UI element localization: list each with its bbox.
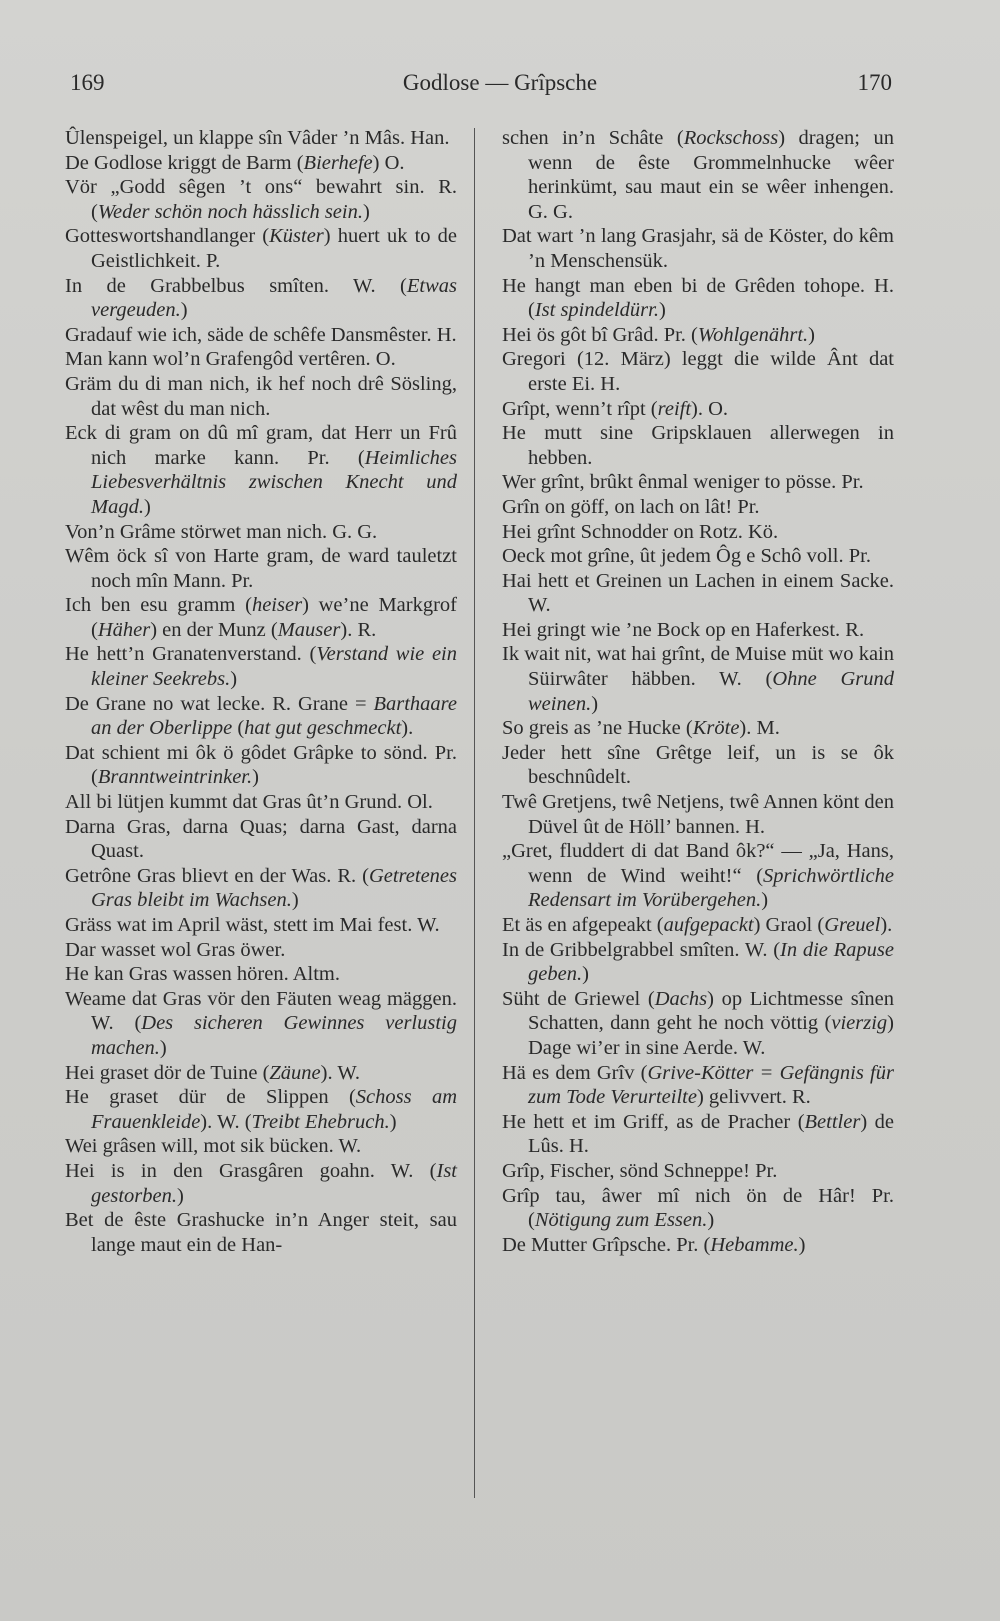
- entry-text: Hei ös gôt bî Grâd. Pr. (: [502, 323, 698, 346]
- proverb-entry: [502, 569, 894, 618]
- proverb-entry: [65, 520, 457, 545]
- gloss-italic: Branntweintrinker.: [97, 766, 253, 789]
- proverb-entry: [502, 1233, 894, 1258]
- entry-text: Darna Gras, darna Quas; darna Gast, darna Quast.: [65, 815, 457, 863]
- proverb-entry: [502, 716, 894, 741]
- entry-text: Ich ben esu gramm (: [65, 594, 252, 617]
- entry-text: ): [362, 200, 370, 223]
- gloss-italic: reift: [657, 397, 692, 420]
- entry-text: Von’n Grâme störwet man nich. G. G.: [65, 520, 378, 543]
- proverb-entry: [65, 323, 457, 348]
- entry-text: ): [291, 889, 299, 912]
- gloss-italic: vierzig: [831, 1012, 888, 1035]
- entry-text: Ik wait nit, wat hai grînt, de Muise müt wo kain Süirwâter häbben. W. (: [502, 643, 894, 691]
- entry-text: So greis as ’ne Hucke (: [502, 717, 693, 740]
- proverb-entry: [65, 1085, 457, 1134]
- entry-text: ) Graol (: [753, 914, 825, 936]
- entry-text: Grîn on göff, on lach on lât! Pr.: [502, 495, 760, 518]
- entry-text: ) op Lichtmesse sînen Schatten, dann geht he noch vöttig (: [528, 987, 894, 1035]
- proverb-entry: [502, 642, 894, 716]
- right-page-number: 170: [857, 70, 892, 95]
- entry-text: Ûlenspeigel, un klappe sîn Vâder ’n Mâs. Han.: [65, 127, 450, 149]
- entry-text: ): [798, 1233, 806, 1256]
- entry-text: Weame dat Gras vör den Fäuten weag mäggen. W. (: [65, 987, 457, 1035]
- gloss-italic: Hebamme.: [710, 1233, 799, 1256]
- entry-text: Wei grâsen will, mot sik bücken. W.: [65, 1135, 362, 1158]
- gloss-italic: In die Rapuse geben.: [528, 938, 894, 986]
- gloss-italic: Weder schön noch hässlich sein.: [97, 200, 363, 223]
- gloss-italic: Des sicheren Gewinnes verlustig machen.: [91, 1012, 457, 1059]
- proverb-entry: [502, 1061, 894, 1110]
- proverb-entry: [65, 741, 457, 790]
- gloss-italic: Küster: [269, 225, 324, 248]
- entry-text: ) O.: [372, 151, 405, 174]
- entry-text: He mutt sine Gripsklauen allerwegen in hebben.: [502, 422, 894, 469]
- column-divider: [474, 128, 475, 1498]
- entry-text: Hä es dem Grîv (: [502, 1061, 648, 1084]
- entry-text: Gotteswortshandlanger (: [65, 225, 270, 248]
- entry-text: Bet de êste Grashucke in’n Anger steit, sau lange maut ein de Han-: [65, 1209, 457, 1256]
- entry-text: Eck di gram on dû mî gram, dat Herr un Frû nich marke kann. Pr. (: [65, 422, 457, 469]
- proverb-entry: [502, 741, 894, 790]
- entry-text: ). M.: [739, 717, 780, 740]
- entry-text: ). O.: [691, 397, 729, 420]
- proverb-entry: [65, 274, 457, 323]
- proverb-entry: [65, 372, 457, 421]
- entry-text: Hai hett et Greinen un Lachen in einem Sacke. W.: [502, 569, 894, 617]
- entry-text: Süht de Griewel (: [502, 987, 655, 1010]
- proverb-entry: [502, 421, 894, 470]
- gloss-italic: Treibt Ehebruch.: [251, 1110, 390, 1133]
- proverb-entry: [65, 864, 457, 913]
- entry-text: Wêm öck sî von Harte gram, de ward tauletzt noch mîn Mann. Pr.: [65, 545, 457, 592]
- proverb-entry: [502, 790, 894, 839]
- gloss-italic: Heimliches Liebesverhältnis zwischen Knecht und Magd.: [91, 446, 457, 518]
- entry-text: ).: [880, 914, 893, 936]
- entry-text: Gradauf wie ich, säde de schêfe Dansmêster. H.: [65, 323, 457, 346]
- gloss-italic: Dachs: [654, 987, 708, 1010]
- proverb-entry: [502, 618, 894, 643]
- entry-text: Et äs en afgepeakt (: [502, 914, 664, 936]
- gloss-italic: Rockschoss: [683, 127, 779, 149]
- entry-text: He kan Gras wassen hören. Altm.: [65, 963, 340, 986]
- gloss-italic: Häher: [97, 618, 151, 641]
- gloss-italic: Barthaare an der Oberlippe: [91, 692, 457, 740]
- entry-text: Grîp tau, âwer mî nich ön de Hâr! Pr. (: [502, 1184, 894, 1232]
- gloss-italic: Wohlgenährt.: [697, 323, 809, 346]
- entry-text: ): [707, 1209, 715, 1232]
- entry-text: ) dragen; un wenn de êste Grommelnhucke wêer herinkümt, sau maut ein se wêer inhengen. G. G.: [528, 127, 895, 223]
- entry-text: Hei gringt wie ’ne Bock op en Haferkest. R.: [502, 618, 865, 641]
- proverb-entry: [502, 987, 894, 1061]
- gloss-italic: Ohne Grund weinen.: [528, 668, 894, 715]
- gloss-italic: Zäune: [269, 1061, 321, 1084]
- proverb-entry: [65, 1159, 457, 1208]
- entry-text: ) de Lûs. H.: [528, 1110, 894, 1158]
- gloss-italic: hat gut geschmeckt: [244, 717, 402, 740]
- proverb-entry: [502, 839, 894, 913]
- entry-text: Wer grînt, brûkt ênmal weniger to pösse. Pr.: [502, 471, 864, 494]
- entry-text: ) huert uk to de Geistlichkeit. P.: [91, 225, 457, 272]
- proverb-entry: [502, 495, 894, 520]
- entry-text: Oeck mot grîne, ût jedem Ôg e Schô voll. Pr.: [502, 545, 871, 568]
- entry-text: ). W.: [320, 1061, 360, 1084]
- entry-text: Dat schient mi ôk ö gôdet Grâpke to sönd. Pr. (: [65, 741, 457, 789]
- entry-text: ) gelivvert. R.: [696, 1086, 811, 1109]
- entry-text: ): [180, 299, 188, 322]
- proverb-entry: [502, 347, 894, 396]
- gloss-italic: Kröte: [692, 717, 740, 740]
- entry-text: All bi lütjen kummt dat Gras ût’n Grund. Ol.: [65, 791, 433, 814]
- entry-text: Gräss wat im April wäst, stett im Mai fest. W.: [65, 914, 440, 936]
- proverb-entry: [65, 1061, 457, 1086]
- proverb-entry: [65, 126, 457, 151]
- proverb-entry: [65, 593, 457, 642]
- entry-text: Hei grînt Schnodder on Rotz. Kö.: [502, 520, 779, 543]
- proverb-entry: [502, 1184, 894, 1233]
- entry-text: Vör „Godd sêgen ’t ons“ bewahrt sin. R. (: [65, 176, 457, 223]
- proverb-entry: [502, 224, 894, 273]
- proverb-entry: [65, 815, 457, 864]
- entry-text: ) Dage wi’er in sine Aerde. W.: [528, 1012, 894, 1059]
- proverb-entry: [65, 175, 457, 224]
- entry-text: Gregori (12. März) leggt die wilde Ânt dat erste Ei. H.: [502, 348, 894, 395]
- proverb-entry: [65, 544, 457, 593]
- entry-text: schen in’n Schâte (: [502, 127, 684, 149]
- entry-text: Man kann wol’n Grafengôd vertêren. O.: [65, 348, 396, 371]
- right-column: [502, 126, 894, 1257]
- proverb-entry: [502, 1159, 894, 1184]
- proverb-entry: [502, 470, 894, 495]
- entry-text: Getrône Gras blievt en der Was. R. (: [65, 864, 369, 887]
- entry-text: Grîp, Fischer, sönd Schneppe! Pr.: [502, 1159, 778, 1182]
- entry-text: ): [176, 1184, 184, 1207]
- proverb-entry: [502, 323, 894, 348]
- entry-text: ): [252, 766, 259, 789]
- gloss-italic: Bettler: [804, 1110, 861, 1133]
- entry-text: ): [808, 323, 815, 346]
- proverb-entry: [65, 913, 457, 938]
- entry-text: In de Grabbelbus smîten. W. (: [65, 274, 407, 297]
- entry-text: ) en der Munz (: [150, 618, 278, 641]
- entry-text: ): [230, 668, 238, 691]
- gloss-italic: Getretenes Gras bleibt im Wachsen.: [91, 864, 457, 912]
- entry-text: Jeder hett sîne Grêtge leif, un is se ôk beschnûdelt.: [502, 741, 894, 789]
- entry-text: ): [143, 495, 151, 518]
- proverb-entry: [65, 1208, 457, 1257]
- entry-text: ) we’ne Markgrof (: [91, 594, 457, 641]
- gloss-italic: Greuel: [824, 914, 881, 936]
- gloss-italic: Schoss am Frauenkleide: [91, 1086, 457, 1133]
- entry-text: ): [591, 692, 599, 715]
- entry-text: (: [232, 717, 245, 740]
- proverb-entry: [502, 913, 894, 938]
- left-column: [65, 126, 457, 1257]
- entry-text: Hei graset dör de Tuine (: [65, 1061, 270, 1084]
- entry-text: ): [658, 299, 666, 322]
- entry-text: De Mutter Grîpsche. Pr. (: [502, 1233, 711, 1256]
- gloss-italic: Bierhefe: [303, 151, 373, 174]
- proverb-entry: [65, 692, 457, 741]
- entry-text: He graset dür de Slippen (: [65, 1086, 356, 1109]
- gloss-italic: Etwas vergeuden.: [91, 274, 457, 322]
- entry-text: Hei is in den Grasgâren goahn. W. (: [65, 1159, 437, 1182]
- gloss-italic: Ist gestorben.: [91, 1159, 457, 1207]
- entry-text: He hett’n Granatenverstand. (: [65, 643, 317, 666]
- gloss-italic: heiser: [251, 594, 303, 617]
- gloss-italic: aufgepackt: [663, 914, 754, 936]
- entry-text: ): [761, 889, 769, 912]
- entry-text: ). W. (: [200, 1110, 252, 1133]
- entry-text: ): [389, 1110, 397, 1133]
- proverb-entry: [65, 347, 457, 372]
- entry-text: ): [582, 963, 589, 986]
- entry-text: Grîpt, wenn’t rîpt (: [502, 397, 658, 420]
- proverb-entry: [502, 544, 894, 569]
- entry-text: ): [159, 1036, 167, 1059]
- gloss-italic: Sprichwörtliche Redensart im Vorübergehen.: [528, 864, 894, 912]
- entry-text: He hett et im Griff, as de Pracher (: [502, 1110, 805, 1133]
- proverb-entry: [65, 224, 457, 273]
- gloss-italic: Mauser: [277, 618, 341, 641]
- gloss-italic: Grive-Kötter = Gefängnis für zum Tode Verurteilte: [528, 1061, 894, 1109]
- entry-text: Gräm du di man nich, ik hef noch drê Sösling, dat wêst du man nich.: [65, 372, 457, 420]
- entry-text: ).: [401, 717, 414, 740]
- entry-text: ). R.: [340, 618, 377, 641]
- proverb-entry: [65, 642, 457, 691]
- proverb-entry: [65, 987, 457, 1061]
- proverb-entry: [502, 938, 894, 987]
- entry-text: De Grane no wat lecke. R. Grane =: [65, 692, 374, 715]
- proverb-entry: [65, 1134, 457, 1159]
- entry-text: „Gret, fluddert di dat Band ôk?“ — „Ja, Hans, wenn de Wind weiht!“ (: [502, 840, 894, 887]
- entry-text: Twê Gretjens, twê Netjens, twê Annen könt den Düvel ût de Höll’ bannen. H.: [502, 791, 894, 838]
- proverb-entry: [502, 1110, 894, 1159]
- left-page-number: 169: [70, 70, 105, 95]
- gloss-italic: Verstand wie ein kleiner Seekrebs.: [91, 643, 457, 691]
- proverb-entry: [65, 962, 457, 987]
- entry-text: In de Gribbelgrabbel smîten. W. (: [502, 938, 781, 961]
- proverb-entry: [65, 421, 457, 519]
- entry-text: He hangt man eben bi de Grêden tohope. H. (: [502, 274, 894, 322]
- proverb-entry: [65, 151, 457, 176]
- entry-text: De Godlose kriggt de Barm (: [65, 151, 304, 174]
- gloss-italic: Ist spindeldürr.: [534, 299, 659, 322]
- entry-text: Dar wasset wol Gras öwer.: [65, 938, 286, 961]
- proverb-entry: [502, 397, 894, 422]
- proverb-entry: [502, 520, 894, 545]
- proverb-entry: [65, 938, 457, 963]
- proverb-entry: [502, 274, 894, 323]
- gloss-italic: Nötigung zum Essen.: [534, 1209, 708, 1232]
- proverb-entry: [65, 790, 457, 815]
- entry-text: Dat wart ’n lang Grasjahr, sä de Köster, do kêm ’n Menschensük.: [502, 225, 894, 272]
- running-head-title: Godlose — Grîpsche: [402, 70, 598, 95]
- proverb-entry: [502, 126, 894, 224]
